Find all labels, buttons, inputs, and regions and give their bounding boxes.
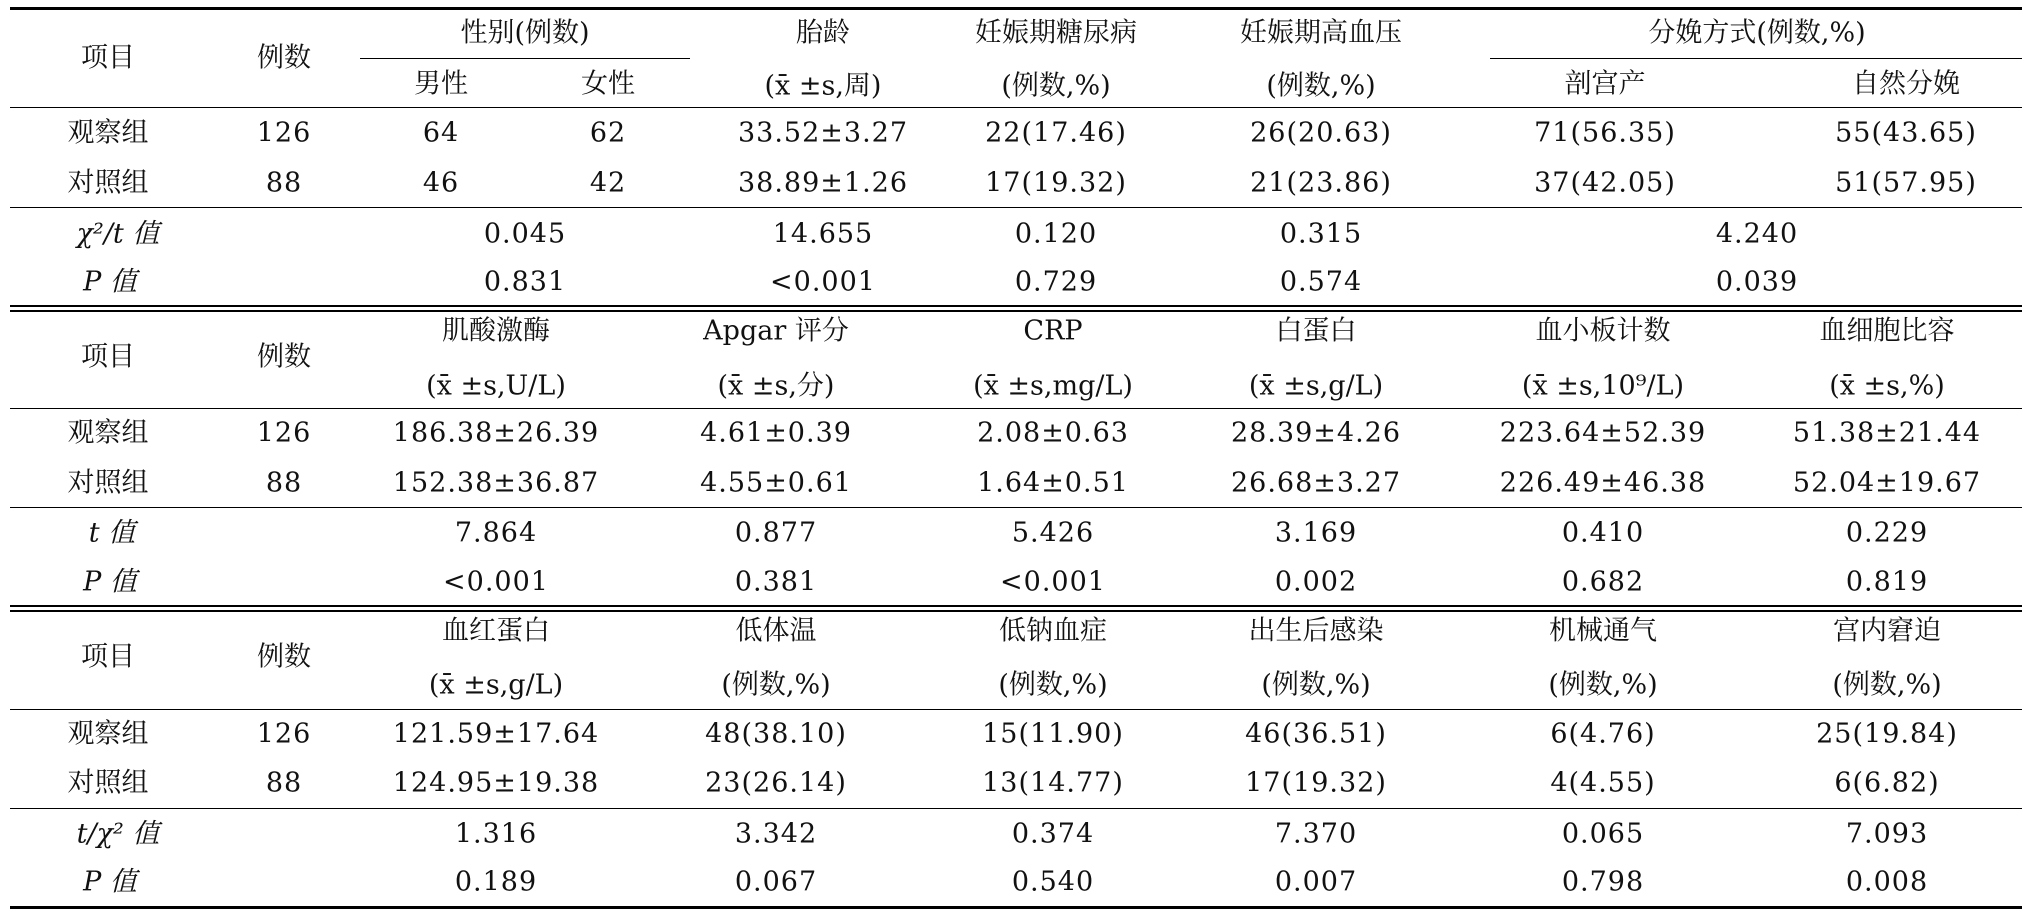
rule-c-header — [10, 709, 2022, 710]
p-label: P 值 — [83, 266, 137, 298]
header-female: 女性 — [581, 68, 635, 100]
row-count-control: 88 — [265, 467, 303, 499]
p-value: 0.574 — [1279, 266, 1363, 298]
cell: 124.95±19.38 — [392, 767, 600, 799]
header-count: 例数 — [257, 42, 311, 74]
rule-delivery-subheader — [1490, 58, 2022, 59]
header-sex: 性别(例数) — [460, 17, 590, 49]
cell: 2.08±0.63 — [977, 417, 1129, 449]
header-unit: (x̄ ±s,%) — [1829, 370, 1945, 402]
header-cesarean: 剖宫产 — [1564, 68, 1646, 100]
row-count-observation: 126 — [256, 117, 312, 149]
header-diabetes-unit: (例数,%) — [1001, 70, 1111, 102]
rule-a-header — [10, 107, 2022, 108]
stat-value: 0.045 — [483, 218, 567, 250]
header-creatine-kinase: 肌酸激酶 — [442, 315, 550, 347]
header-unit: (例数,%) — [1548, 669, 1658, 701]
stat-label: χ²/t 值 — [76, 218, 160, 250]
stat-value: 0.877 — [734, 517, 818, 549]
stat-value: 0.374 — [1011, 818, 1095, 850]
cell: 28.39±4.26 — [1230, 417, 1402, 449]
cell: 226.49±46.38 — [1499, 467, 1707, 499]
header-gestational-diabetes: 妊娠期糖尿病 — [975, 17, 1137, 49]
cell: 4.55±0.61 — [700, 467, 852, 499]
header-apgar: Apgar 评分 — [703, 315, 849, 347]
cell: 21(23.86) — [1250, 167, 1392, 199]
rule-b-header — [10, 408, 2022, 409]
header-unit: (x̄ ±s,g/L) — [1248, 370, 1384, 402]
p-value: <0.001 — [1000, 566, 1106, 598]
header-platelet: 血小板计数 — [1535, 315, 1671, 347]
rule-b-data — [10, 507, 2022, 508]
header-unit: (例数,%) — [721, 669, 831, 701]
row-label-observation: 观察组 — [67, 718, 149, 750]
header-infection: 出生后感染 — [1248, 615, 1384, 647]
p-value: 0.008 — [1845, 866, 1929, 898]
cell: 152.38±36.87 — [392, 467, 600, 499]
cell: 15(11.90) — [982, 718, 1124, 750]
cell: 6(6.82) — [1834, 767, 1940, 799]
header-hematocrit: 血细胞比容 — [1819, 315, 1955, 347]
stat-value: 5.426 — [1011, 517, 1095, 549]
cell: 42 — [589, 167, 627, 199]
header-gestational-age-unit: (x̄ ±s,周) — [764, 70, 882, 102]
p-value: <0.001 — [443, 566, 549, 598]
header-unit: (x̄ ±s,10⁹/L) — [1521, 370, 1685, 402]
header-count: 例数 — [257, 641, 311, 673]
cell: 37(42.05) — [1534, 167, 1676, 199]
stat-value: 3.342 — [734, 818, 818, 850]
cell: 26.68±3.27 — [1230, 467, 1402, 499]
p-value: 0.189 — [454, 866, 538, 898]
header-item: 项目 — [81, 341, 135, 373]
rule-sex-subheader — [360, 58, 690, 59]
stat-value: 0.315 — [1279, 218, 1363, 250]
cell: 186.38±26.39 — [392, 417, 600, 449]
rule-c-data — [10, 808, 2022, 809]
row-label-control: 对照组 — [67, 167, 149, 199]
row-label-control: 对照组 — [67, 467, 149, 499]
cell: 4.61±0.39 — [700, 417, 852, 449]
cell: 52.04±19.67 — [1792, 467, 1982, 499]
cell: 223.64±52.39 — [1499, 417, 1707, 449]
stat-value: 0.120 — [1014, 218, 1098, 250]
stat-value: 1.316 — [454, 818, 538, 850]
header-item: 项目 — [81, 42, 135, 74]
stat-label: t 值 — [88, 517, 136, 549]
cell: 48(38.10) — [705, 718, 847, 750]
cell: 62 — [589, 117, 627, 149]
cell: 71(56.35) — [1534, 117, 1676, 149]
header-gestational-hypertension: 妊娠期高血压 — [1240, 17, 1402, 49]
p-label: P 值 — [83, 566, 137, 598]
header-count: 例数 — [257, 341, 311, 373]
header-albumin: 白蛋白 — [1275, 315, 1357, 347]
header-crp: CRP — [1023, 315, 1083, 347]
cell: 22(17.46) — [985, 117, 1127, 149]
cell: 46(36.51) — [1245, 718, 1387, 750]
cell: 4(4.55) — [1550, 767, 1656, 799]
p-value: 0.729 — [1014, 266, 1098, 298]
rule-a-data — [10, 207, 2022, 208]
cell: 17(19.32) — [1245, 767, 1387, 799]
header-hypothermia: 低体温 — [735, 615, 817, 647]
stat-value: 3.169 — [1274, 517, 1358, 549]
rule-top — [10, 7, 2022, 10]
row-count-observation: 126 — [256, 718, 312, 750]
header-male: 男性 — [414, 68, 468, 100]
cell: 23(26.14) — [705, 767, 847, 799]
header-hypertension-unit: (例数,%) — [1266, 70, 1376, 102]
stat-value: 7.093 — [1845, 818, 1929, 850]
header-hemoglobin: 血红蛋白 — [442, 615, 550, 647]
stat-value: 0.065 — [1561, 818, 1645, 850]
stat-value: 0.410 — [1561, 517, 1645, 549]
p-value: 0.819 — [1845, 566, 1929, 598]
header-natural-delivery: 自然分娩 — [1852, 68, 1960, 100]
cell: 17(19.32) — [985, 167, 1127, 199]
header-gestational-age: 胎龄 — [796, 17, 850, 49]
header-unit: (x̄ ±s,U/L) — [426, 370, 566, 402]
cell: 121.59±17.64 — [392, 718, 600, 750]
header-delivery-mode: 分娩方式(例数,%) — [1648, 17, 1866, 49]
p-value: 0.002 — [1274, 566, 1358, 598]
row-count-control: 88 — [265, 167, 303, 199]
cell: 51.38±21.44 — [1792, 417, 1982, 449]
p-value: 0.798 — [1561, 866, 1645, 898]
cell: 6(4.76) — [1550, 718, 1656, 750]
p-value: 0.381 — [734, 566, 818, 598]
rule-a-end-1 — [10, 305, 2022, 307]
cell: 13(14.77) — [982, 767, 1124, 799]
cell: 38.89±1.26 — [737, 167, 909, 199]
p-value: 0.067 — [734, 866, 818, 898]
header-unit: (x̄ ±s,mg/L) — [973, 370, 1133, 402]
header-unit: (例数,%) — [1832, 669, 1942, 701]
header-item: 项目 — [81, 641, 135, 673]
stat-value: 0.229 — [1845, 517, 1929, 549]
row-label-observation: 观察组 — [67, 417, 149, 449]
cell: 26(20.63) — [1250, 117, 1392, 149]
stat-value: 7.370 — [1274, 818, 1358, 850]
rule-bottom — [10, 906, 2022, 909]
stat-value: 7.864 — [454, 517, 538, 549]
cell: 33.52±3.27 — [737, 117, 909, 149]
header-unit: (例数,%) — [998, 669, 1108, 701]
rule-b-end-2 — [10, 610, 2022, 612]
row-count-control: 88 — [265, 767, 303, 799]
row-label-observation: 观察组 — [67, 117, 149, 149]
p-value: 0.007 — [1274, 866, 1358, 898]
cell: 46 — [422, 167, 460, 199]
header-unit: (x̄ ±s,g/L) — [428, 669, 564, 701]
row-count-observation: 126 — [256, 417, 312, 449]
p-label: P 值 — [83, 866, 137, 898]
p-value: 0.540 — [1011, 866, 1095, 898]
stat-value: 14.655 — [772, 218, 874, 250]
cell: 51(57.95) — [1835, 167, 1977, 199]
header-hyponatremia: 低钠血症 — [999, 615, 1107, 647]
p-value: 0.039 — [1715, 266, 1799, 298]
rule-a-end-2 — [10, 310, 2022, 312]
stat-label: t/χ² 值 — [76, 818, 160, 850]
header-fetal-distress: 宫内窘迫 — [1833, 615, 1941, 647]
cell: 55(43.65) — [1835, 117, 1977, 149]
cell: 1.64±0.51 — [977, 467, 1129, 499]
header-unit: (x̄ ±s,分) — [717, 370, 835, 402]
cell: 25(19.84) — [1816, 718, 1958, 750]
p-value: 0.831 — [483, 266, 567, 298]
header-ventilation: 机械通气 — [1549, 615, 1657, 647]
header-unit: (例数,%) — [1261, 669, 1371, 701]
stat-value: 4.240 — [1715, 218, 1799, 250]
cell: 64 — [422, 117, 460, 149]
p-value: <0.001 — [770, 266, 876, 298]
p-value: 0.682 — [1561, 566, 1645, 598]
rule-b-end-1 — [10, 605, 2022, 607]
row-label-control: 对照组 — [67, 767, 149, 799]
